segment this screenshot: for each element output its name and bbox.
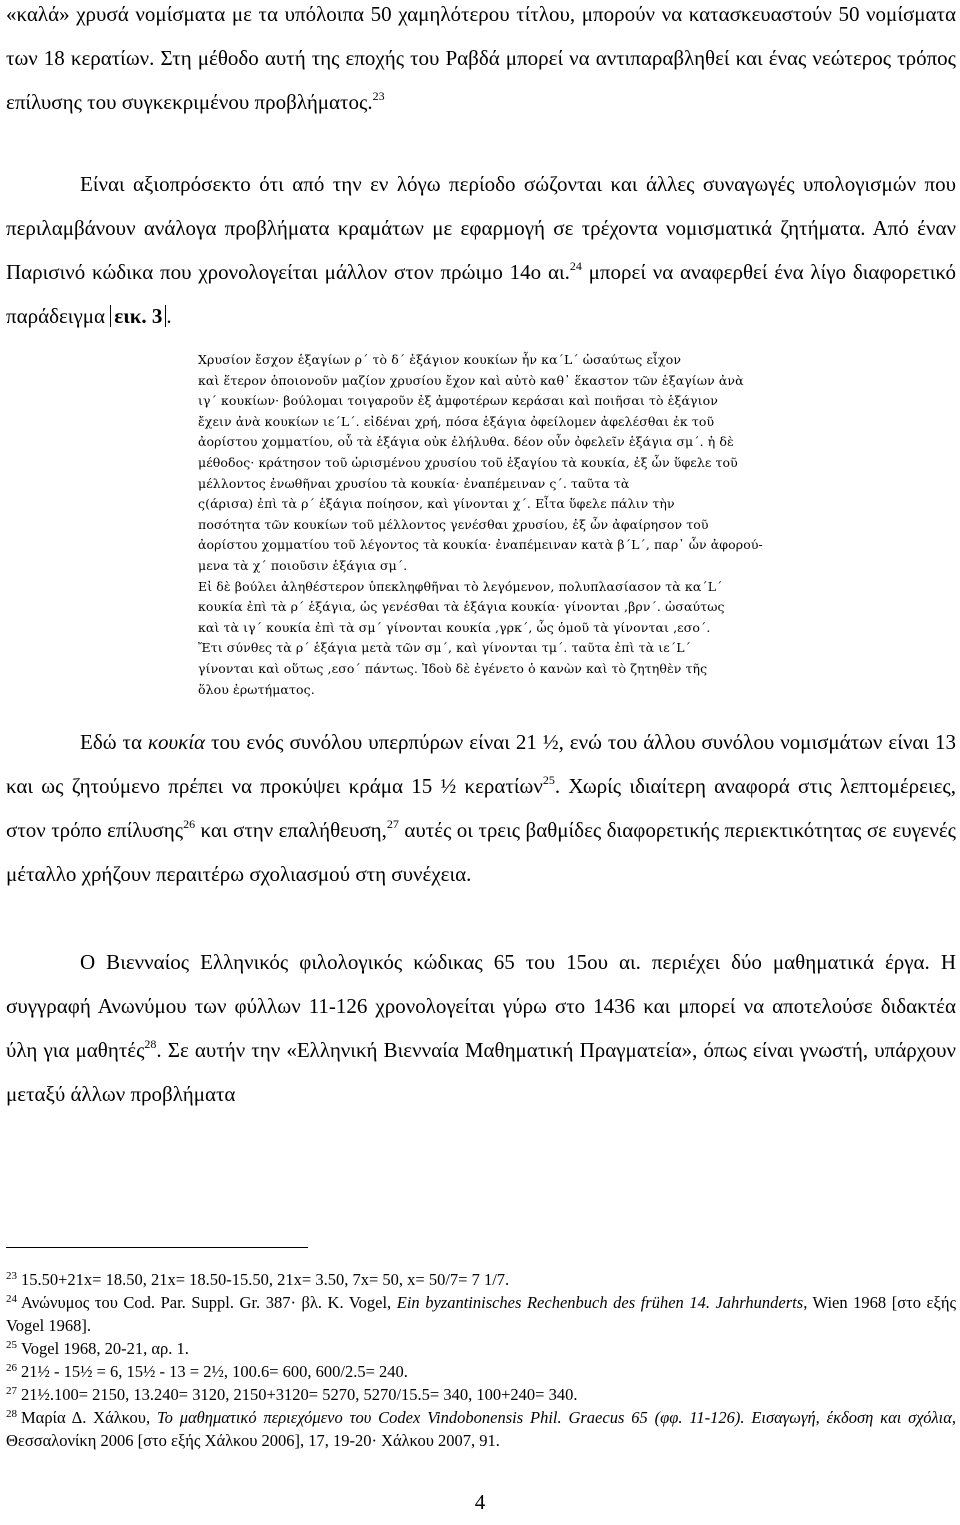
paragraph-2-text-a: Είναι αξιοπρόσεκτο ότι από την εν λόγω περίοδο σώζονται και άλλες συναγωγές υπολογισμών που περιλαμβάνουν ανάλογα προβλήματα κραμάτων με εφαρμογή σε τρέχοντα νομισματικά ζητήματα. Από έναν Παρισινό κώδικα που χρονολογείται μάλλον στον πρώιμο 14ο αι. [6,172,956,284]
footnote-number: 25 [6,1339,17,1351]
paragraph-3-text-a: Εδώ τα [80,730,148,754]
figure-line: κουκία ἐπὶ τὰ ρ΄ ἑξάγια, ὡς γενέσθαι τὰ ἑξάγια κουκία· γίνονται ,βρν΄. ὡσαύτως [198,599,725,615]
figure-line: μέλλοντος ἐνωθῆναι χρυσίου τὰ κουκία· ἐναπέμειναν ς΄. ταῦτα τὰ [198,475,630,491]
footnote-ref-23[interactable]: 23 [372,89,385,103]
paragraph-2 [6,162,956,338]
figure-line: Ἔτι σύνθες τὰ ρ΄ ἑξάγια μετὰ τῶν σμ΄, καὶ γίνονται τμ΄. ταῦτα ἐπὶ τὰ ιε΄L΄ [198,640,691,656]
footnote-number: 24 [6,1293,17,1305]
footnotes [6,1268,956,1452]
paragraph-4 [6,940,956,1116]
paragraph-3-emphasis: κουκία [147,730,206,754]
footnote-ref-25[interactable]: 25 [542,773,555,787]
paragraph-2-text-c: . [166,304,172,328]
footnote-text: Ein byzantinisches Rechenbuch des frühen 14. Jahrhunderts [396,1293,804,1312]
paragraph-2-text-b: μπορεί να αναφερθεί ένα λίγο διαφορετικό παράδειγμα [6,260,956,328]
footnote-text: 21½ - 15½ = 6, 15½ - 13 = 2½, 100.6= 600, 600/2.5= 240. [21,1362,408,1381]
figure-line: ιγ΄ κουκίων· βούλομαι τοιγαροῦν ἐξ ἀμφοτέρων κεράσαι καὶ ποιῆσαι τὸ ἑξάγιον [198,393,718,409]
paragraph-3 [6,720,956,896]
footnote-text: Ανώνυμος του Cod. Par. Suppl. Gr. 387· βλ. K. Vogel, [21,1293,397,1312]
footnote-text: Μαρία Δ. Χάλκου, [21,1408,157,1427]
page-number: 4 [474,1490,486,1514]
figure-line: ὅλου ἐρωτήματος. [198,681,315,697]
paragraph-3-text-c: . Χωρίς ιδιαίτερη αναφορά στις λεπτομέρειες, στον τρόπο επίλυσης [6,774,956,842]
figure-line: ἀορίστου χομματίου, οὗ τὰ ἑξάγια οὐκ ἐλήλυθα. δέον οὖν ὀφελεῖν ἑξάγια σμ΄. ἡ δὲ [198,434,734,450]
footnote-24 [6,1291,956,1337]
footnote-ref-28[interactable]: 28 [144,1037,157,1051]
figure-line: γίνονται καὶ οὕτως ,εσο΄ πάντως. Ἰδοὺ δὲ ἐγένετο ὁ κανὼν καὶ τὸ ζητηθὲν τῆς [198,661,708,676]
footnote-separator [6,1247,308,1248]
paragraph-4-text-b: . Σε αυτήν την «Ελληνική Βιενναία Μαθηματική Πραγματεία», όπως είναι γνωστή, υπάρχουν μεταξύ άλλων προβλήματα [6,1038,956,1106]
footnote-ref-27[interactable]: 27 [386,817,399,831]
footnote-text: , Θεσσαλονίκη 2006 [στο εξής Χάλκου 2006], 17, 19-20· Χάλκου 2007, 91. [6,1408,956,1450]
footnote-text: Το μαθηματικό περιεχόμενο του Codex Vindobonensis Phil. Graecus 65 (φφ. 11-126). Εισαγωγή, έκδοση και σχόλια [156,1408,952,1427]
figure-line: ἀορίστου χομματίου τοῦ λέγοντος τὰ κουκία· ἐναπέμειναν κατὰ β΄L΄, παρ᾽ ὧν ἀφορού- [198,537,763,553]
footnote-ref-26[interactable]: 26 [183,817,196,831]
figure-line: ἔχειν ἀνὰ κουκίων ιε΄L΄. εἰδέναι χρή, πόσα ἑξάγια ὀφείλομεν ἀφελέσθαι ἐκ τοῦ [198,413,715,429]
figure-3-manuscript-excerpt [170,344,818,708]
paragraph-1 [6,0,956,124]
figure-line: ς(άρισα) ἐπὶ τὰ ρ΄ ἑξάγια ποίησον, καὶ γίνονται χ΄. Εἶτα ὕφελε πάλιν τὴν [198,496,675,512]
figure-line: Εἰ δὲ βούλει ἀληθέστερον ὑπεκληφθῆναι τὸ λεγόμενον, πολυπλασίασον τὰ κα΄L΄ [198,578,723,594]
footnote-text: 15.50+21x= 18.50, 21x= 18.50-15.50, 21x= 3.50, 7x= 50, x= 50/7= 7 1/7. [21,1270,510,1289]
paragraph-3-text-b: του ενός συνόλου υπερπύρων είναι 21 ½, ενώ του άλλου συνόλου νομισμάτων είναι 13 και ως ζητούμενο πρέπει να προκύψει κράμα 15 ½ κερατίων [6,730,956,798]
footnote-number: 28 [6,1408,17,1420]
footnote-25 [6,1337,956,1360]
footnote-27 [6,1383,956,1406]
footnote-number: 23 [6,1270,17,1282]
paragraph-3-text-e: αυτές οι τρεις βαθμίδες διαφορετικής περιεκτικότητας σε ευγενές μέταλλο χρήζουν περαιτέρω σχολιασμού στη συνέχεια. [6,818,956,886]
footnote-text: , Wien 1968 [στο εξής Vogel 1968]. [6,1293,956,1335]
figure-line: καὶ ἕτερον ὁποιονοῦν μαζίον χρυσίου ἔχον καὶ αὐτὸ καθ᾽ ἕκαστον τῶν ἑξαγίων ἀνὰ [198,372,744,388]
footnote-23 [6,1268,956,1291]
paragraph-4-text-a: Ο Βιενναίος Ελληνικός φιλολογικός κώδικας 65 του 15ου αι. περιέχει δύο μαθηματικά έργα. Η συγγραφή Ανωνύμου των φύλλων 11-126 χρονολογείται γύρω στο 1436 και μπορεί να αποτελούσε διδακτέα ύλη για μαθητές [6,950,956,1062]
footnote-text: Vogel 1968, 20-21, αρ. 1. [21,1339,189,1358]
figure-line: Χρυσίον ἔσχον ἑξαγίων ρ΄ τὸ δ΄ ἑξάγιον κουκίων ἦν κα΄L΄ ὡσαύτως εἶχον [198,352,682,367]
paragraph-3-text-d: και στην επαλήθευση, [195,818,387,842]
footnote-text: 21½.100= 2150, 13.240= 3120, 2150+3120= 5270, 5270/15.5= 340, 100+240= 340. [21,1385,578,1404]
footnote-26 [6,1360,956,1383]
figure-line: ποσότητα τῶν κουκίων τοῦ μέλλοντος γενέσθαι χρυσίου, ἐξ ὧν ἀφαίρησον τοῦ [198,516,709,532]
figure-line: μέθοδος· κράτησον τοῦ ὡρισμένου χρυσίου τοῦ ἑξαγίου τὰ κουκία, ἐξ ὧν ὕφελε τοῦ [198,455,738,470]
figure-line: καὶ τὰ ιγ΄ κουκία ἐπὶ τὰ σμ΄ γίνονται κουκία ,γρκ΄, ὧς ὁμοῦ τὰ γίνονται ,εσο΄. [198,619,711,635]
figure-line: μενα τὰ χ΄ ποιοῦσιν ἑξάγια σμ΄. [198,558,408,573]
paragraph-1-text: «καλά» χρυσά νομίσματα με τα υπόλοιπα 50 χαμηλότερου τίτλου, μπορούν να κατασκευαστούν 50 νομίσματα των 18 κερατίων. Στη μέθοδο αυτή της εποχής του Ραβδά μπορεί να αντιπαραβληθεί και ένας νεώτερος τρόπος επίλυσης του συγκεκριμένου προβλήματος. [6,2,956,114]
figure-3-reference[interactable]: εικ. 3 [110,305,166,327]
footnote-28 [6,1406,956,1452]
footnote-number: 26 [6,1362,17,1374]
footnote-number: 27 [6,1385,17,1397]
footnote-ref-24[interactable]: 24 [569,259,582,273]
